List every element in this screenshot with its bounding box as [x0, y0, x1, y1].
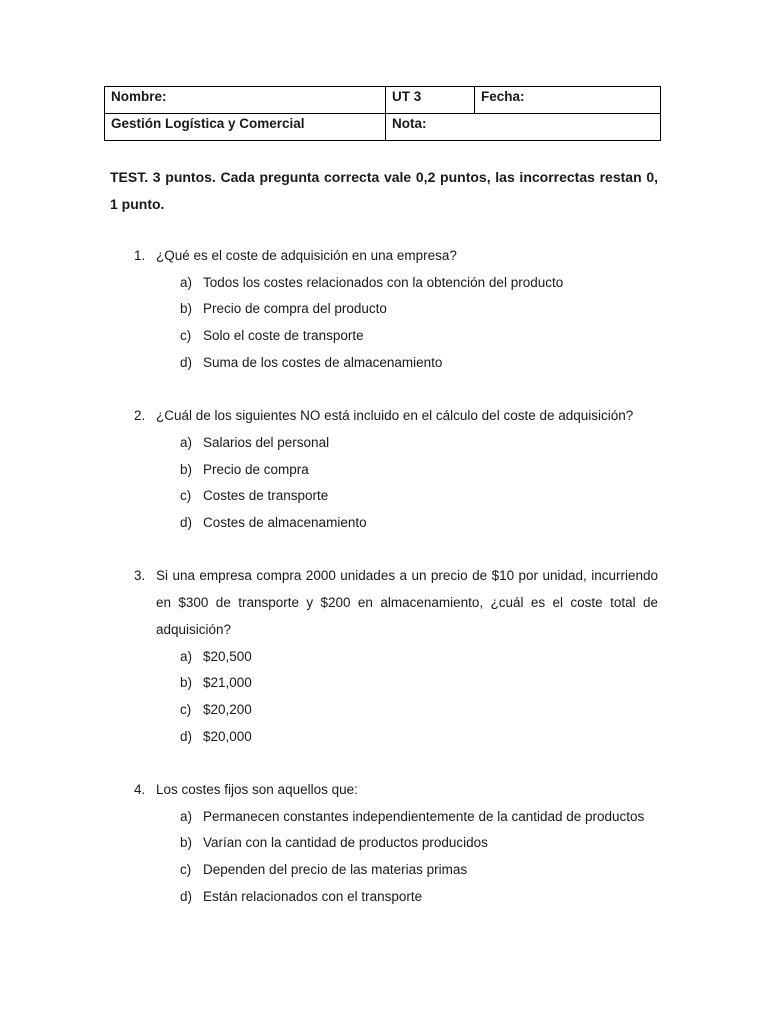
option-item: [110, 296, 658, 323]
option-item: [110, 270, 658, 297]
option-text: Permanecen constantes independientemente de la cantidad de productos: [203, 808, 645, 824]
option-item: [110, 857, 658, 884]
option-letter: a): [180, 274, 193, 290]
option-item: [110, 884, 658, 911]
option-item: [110, 724, 658, 751]
option-text: Salarios del personal: [203, 434, 330, 450]
question-text: ¿Qué es el coste de adquisición en una empresa?: [156, 248, 457, 263]
header-row-2: [105, 114, 661, 141]
option-text: $20,000: [203, 728, 252, 744]
header-row-1: [105, 87, 661, 114]
option-item: [110, 644, 658, 671]
question-stem: [110, 563, 658, 643]
nota-cell: Nota:: [386, 114, 661, 141]
question-4: [110, 777, 658, 911]
option-letter: a): [180, 808, 193, 824]
option-text: Dependen del precio de las materias primas: [203, 862, 468, 878]
question-stem: [110, 243, 658, 270]
option-letter: c): [180, 328, 192, 344]
question-text: Si una empresa compra 2000 unidades a un precio de $10 por unidad, incurriendo en $300 de transporte y $200 en almacenamiento, ¿cuál es el coste total de adquisición?: [156, 568, 658, 637]
option-item: [110, 830, 658, 857]
question-list: [110, 243, 658, 937]
option-letter: a): [180, 434, 193, 450]
option-item: [110, 323, 658, 350]
question-text: ¿Cuál de los siguientes NO está incluido en el cálculo del coste de adquisición?: [156, 408, 634, 424]
option-item: [110, 697, 658, 724]
option-text: Varían con la cantidad de productos producidos: [203, 835, 488, 851]
nombre-cell: Nombre:: [105, 87, 386, 114]
option-text: Precio de compra: [203, 461, 309, 477]
option-letter: b): [180, 461, 193, 477]
option-letter: c): [180, 488, 192, 504]
option-letter: d): [180, 354, 193, 370]
option-letter: d): [180, 888, 193, 904]
option-text: Solo el coste de transporte: [203, 328, 364, 344]
option-text: Suma de los costes de almacenamiento: [203, 354, 443, 370]
option-letter: c): [180, 701, 192, 717]
option-item: [110, 483, 658, 510]
option-text: Costes de transporte: [203, 488, 329, 504]
question-3: [110, 563, 658, 750]
option-text: $21,000: [203, 675, 252, 691]
option-letter: a): [180, 648, 193, 664]
option-text: Costes de almacenamiento: [203, 515, 367, 531]
question-stem: [110, 777, 658, 804]
option-text: Todos los costes relacionados con la obtención del producto: [203, 274, 564, 290]
option-item: [110, 510, 658, 537]
question-1: [110, 243, 658, 377]
option-item: [110, 350, 658, 377]
option-letter: d): [180, 515, 193, 531]
option-item: [110, 457, 658, 484]
option-letter: b): [180, 835, 193, 851]
option-letter: c): [180, 862, 192, 878]
subject-cell: Gestión Logística y Comercial: [105, 114, 386, 141]
option-letter: b): [180, 301, 193, 317]
test-instructions: TEST. 3 puntos. Cada pregunta correcta vale 0,2 puntos, las incorrectas restan 0, 1 punto.: [110, 169, 658, 212]
option-item: [110, 430, 658, 457]
option-text: Precio de compra del producto: [203, 301, 387, 317]
unit-cell: UT 3: [386, 87, 475, 114]
option-text: $20,500: [203, 648, 252, 664]
fecha-cell: Fecha:: [475, 87, 661, 114]
option-text: Están relacionados con el transporte: [203, 888, 423, 904]
question-number: 3.: [134, 568, 146, 584]
question-text: Los costes fijos son aquellos que:: [156, 782, 358, 798]
question-stem: [110, 403, 658, 430]
option-letter: b): [180, 675, 193, 691]
option-item: [110, 670, 658, 697]
header-table: [104, 86, 661, 141]
option-letter: d): [180, 728, 193, 744]
question-2: [110, 403, 658, 537]
option-item: [110, 804, 658, 831]
question-number: 1.: [134, 248, 146, 263]
question-number: 2.: [134, 408, 146, 424]
option-text: $20,200: [203, 701, 252, 717]
question-number: 4.: [134, 782, 146, 798]
